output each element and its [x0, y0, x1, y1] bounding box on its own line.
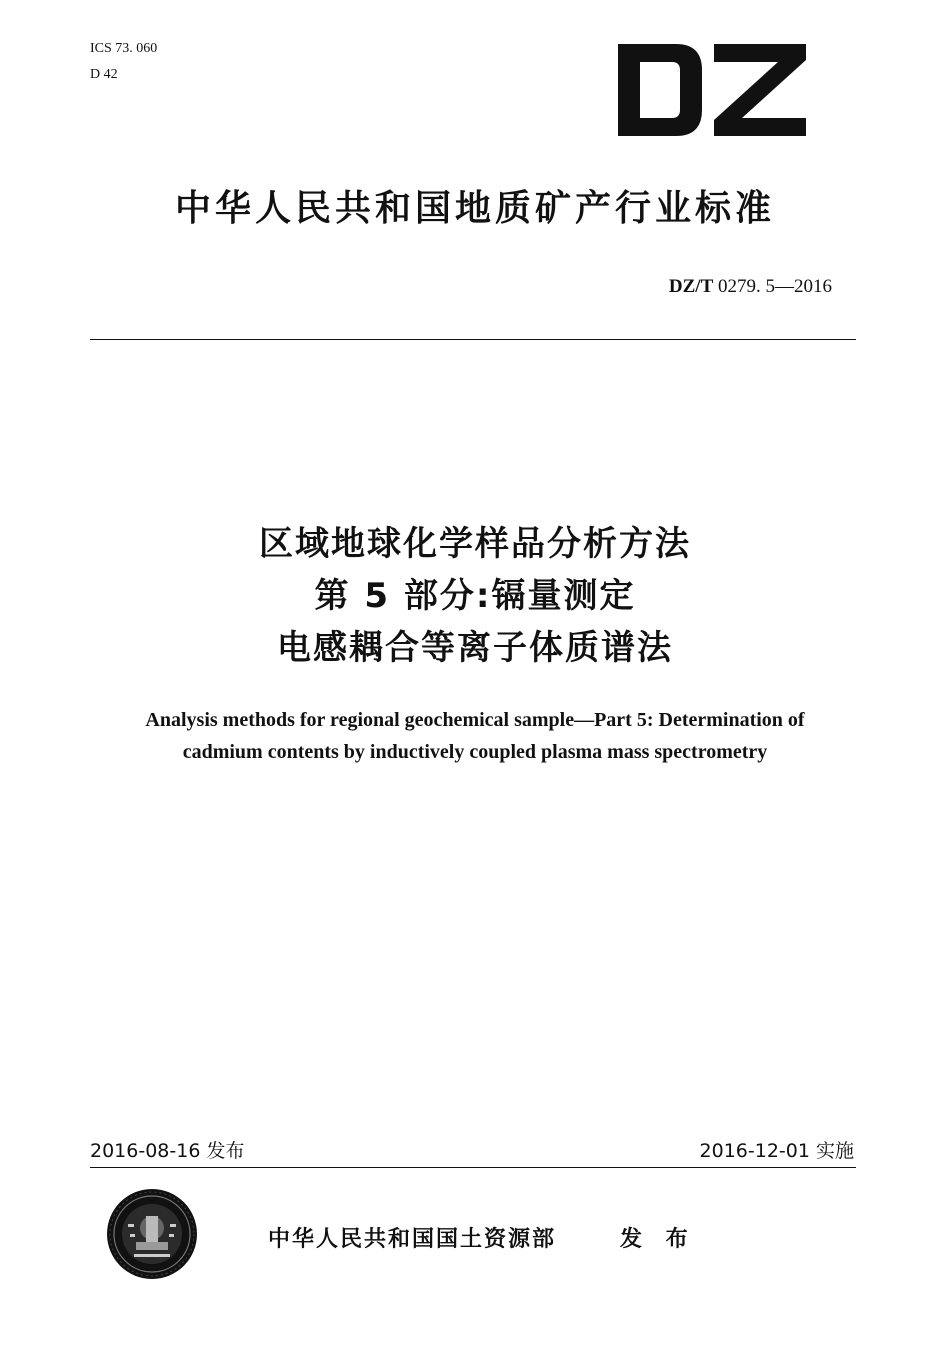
ccs-code: D 42	[90, 67, 118, 82]
issue-date: 2016-08-16 发布	[90, 1140, 245, 1162]
issue-label: 发 布	[620, 1227, 696, 1252]
title-zh-line-3: 电感耦合等离子体质谱法	[277, 628, 673, 668]
header-divider	[90, 339, 856, 340]
industry-standard-title: 中华人民共和国地质矿产行业标准	[174, 188, 775, 229]
ministry-seal-icon	[106, 1188, 198, 1280]
standard-number-prefix: DZ/T	[668, 276, 714, 297]
footer-divider	[90, 1167, 856, 1168]
standard-number-value: 0279. 5—2016	[718, 276, 832, 297]
implementation-date: 2016-12-01 实施	[699, 1140, 854, 1162]
ics-code: ICS 73. 060	[90, 41, 158, 56]
title-zh-line-2: 第 5 部分:镉量测定	[314, 576, 636, 616]
title-en-line-1: Analysis methods for regional geochemical sample—Part 5: Determination of	[145, 709, 805, 731]
dz-logo	[618, 44, 806, 136]
title-en-line-2: cadmium contents by inductively coupled plasma mass spectrometry	[182, 741, 768, 763]
issuing-authority: 中华人民共和国国土资源部	[268, 1227, 557, 1252]
standard-number	[669, 276, 832, 298]
title-zh-line-1: 区域地球化学样品分析方法	[259, 524, 691, 564]
